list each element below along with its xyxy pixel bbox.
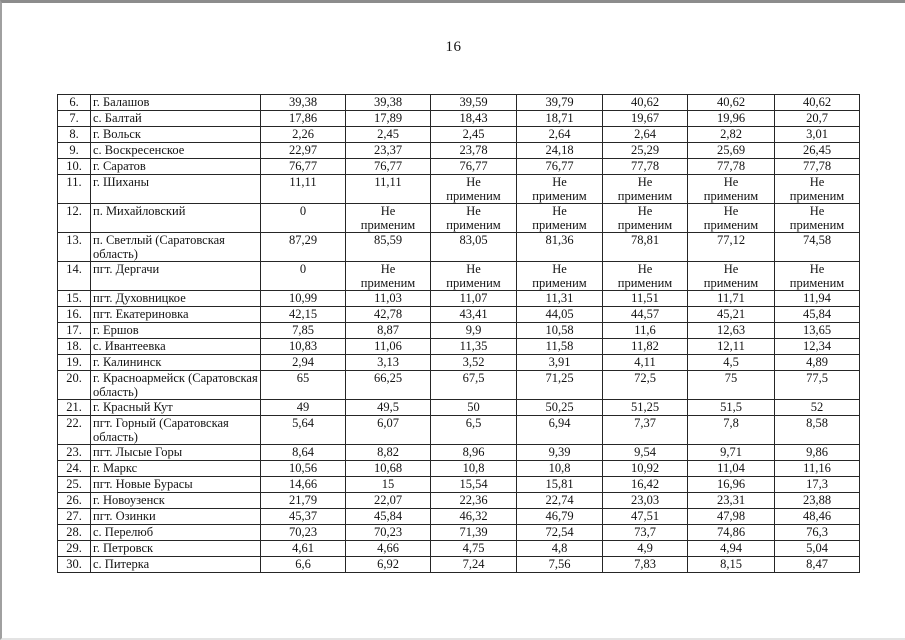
value-cell: 10,99 [261,291,346,307]
place-name-cell: г. Маркс [91,461,261,477]
value-cell: 72,54 [517,525,603,541]
value-cell: 42,15 [261,307,346,323]
value-cell: 16,96 [688,477,775,493]
value-cell: 48,46 [775,509,860,525]
value-cell: 2,64 [603,127,688,143]
value-cell: 15,54 [431,477,517,493]
value-cell: 77,78 [775,159,860,175]
place-name-cell: пгт. Озинки [91,509,261,525]
value-cell: 0 [261,262,346,291]
page-number: 16 [445,39,462,55]
place-name-cell: г. Вольск [91,127,261,143]
value-cell: 77,78 [603,159,688,175]
value-cell: 71,39 [431,525,517,541]
value-cell: 46,32 [431,509,517,525]
value-cell: 87,29 [261,233,346,262]
value-cell: 76,77 [346,159,431,175]
value-cell: 19,96 [688,111,775,127]
table-row [58,95,860,111]
value-cell: 3,91 [517,355,603,371]
value-cell: 66,25 [346,371,431,400]
value-cell: 11,94 [775,291,860,307]
value-cell: 11,58 [517,339,603,355]
value-cell: 7,85 [261,323,346,339]
value-cell: 73,7 [603,525,688,541]
row-number-cell: 28. [58,525,91,541]
value-cell: Не применим [688,175,775,204]
value-cell: Не применим [346,262,431,291]
place-name-cell: пгт. Горный (Саратовская область) [91,416,261,445]
table-row [58,291,860,307]
value-cell: 26,45 [775,143,860,159]
value-cell: 2,26 [261,127,346,143]
value-cell: 7,8 [688,416,775,445]
value-cell: 25,29 [603,143,688,159]
value-cell: 77,78 [688,159,775,175]
value-cell: 18,43 [431,111,517,127]
place-name-cell: г. Петровск [91,541,261,557]
table-row [58,416,860,445]
value-cell: 47,51 [603,509,688,525]
value-cell: 40,62 [603,95,688,111]
value-cell: 10,58 [517,323,603,339]
value-cell: 11,71 [688,291,775,307]
value-cell: Не применим [775,262,860,291]
value-cell: 18,71 [517,111,603,127]
value-cell: 74,86 [688,525,775,541]
place-name-cell: г. Саратов [91,159,261,175]
value-cell: Не применим [688,204,775,233]
row-number-cell: 15. [58,291,91,307]
table-row [58,541,860,557]
place-name-cell: с. Балтай [91,111,261,127]
value-cell: 11,51 [603,291,688,307]
place-name-cell: пгт. Лысые Горы [91,445,261,461]
row-number-cell: 16. [58,307,91,323]
value-cell: Не применим [346,204,431,233]
value-cell: 49,5 [346,400,431,416]
value-cell: 6,92 [346,557,431,573]
value-cell: 39,38 [261,95,346,111]
value-cell: Не применим [603,175,688,204]
value-cell: 7,37 [603,416,688,445]
value-cell: Не применим [517,262,603,291]
value-cell: 45,84 [775,307,860,323]
row-number-cell: 9. [58,143,91,159]
value-cell: 9,86 [775,445,860,461]
row-number-cell: 22. [58,416,91,445]
value-cell: 65 [261,371,346,400]
row-number-cell: 18. [58,339,91,355]
value-cell: 83,05 [431,233,517,262]
place-name-cell: пгт. Духовницкое [91,291,261,307]
value-cell: 43,41 [431,307,517,323]
value-cell: 44,05 [517,307,603,323]
value-cell: 19,67 [603,111,688,127]
value-cell: 12,63 [688,323,775,339]
value-cell: 4,66 [346,541,431,557]
row-number-cell: 11. [58,175,91,204]
value-cell: 17,3 [775,477,860,493]
value-cell: Не применим [688,262,775,291]
value-cell: 2,45 [431,127,517,143]
value-cell: 52 [775,400,860,416]
value-cell: 17,86 [261,111,346,127]
value-cell: 9,54 [603,445,688,461]
value-cell: 76,77 [261,159,346,175]
value-cell: 11,03 [346,291,431,307]
value-cell: 24,18 [517,143,603,159]
value-cell: 12,34 [775,339,860,355]
value-cell: 2,64 [517,127,603,143]
value-cell: Не применим [603,204,688,233]
value-cell: 11,82 [603,339,688,355]
value-cell: 9,39 [517,445,603,461]
value-cell: 8,87 [346,323,431,339]
value-cell: 39,59 [431,95,517,111]
table-row [58,557,860,573]
table-row [58,339,860,355]
value-cell: 5,04 [775,541,860,557]
value-cell: 11,11 [261,175,346,204]
value-cell: 8,96 [431,445,517,461]
value-cell: 78,81 [603,233,688,262]
value-cell: 76,77 [517,159,603,175]
value-cell: 11,06 [346,339,431,355]
value-cell: 3,52 [431,355,517,371]
value-cell: 45,21 [688,307,775,323]
row-number-cell: 6. [58,95,91,111]
row-number-cell: 23. [58,445,91,461]
value-cell: 9,9 [431,323,517,339]
table-row [58,445,860,461]
place-name-cell: пгт. Новые Бурасы [91,477,261,493]
value-cell: 11,04 [688,461,775,477]
table-row [58,525,860,541]
value-cell: 3,01 [775,127,860,143]
value-cell: 8,64 [261,445,346,461]
value-cell: 76,77 [431,159,517,175]
value-cell: 4,89 [775,355,860,371]
value-cell: 4,75 [431,541,517,557]
row-number-cell: 24. [58,461,91,477]
place-name-cell: г. Новоузенск [91,493,261,509]
value-cell: 51,5 [688,400,775,416]
value-cell: Не применим [517,175,603,204]
value-cell: 70,23 [261,525,346,541]
value-cell: 85,59 [346,233,431,262]
settlements-values-table [57,94,860,573]
table-row [58,355,860,371]
value-cell: 49 [261,400,346,416]
place-name-cell: г. Балашов [91,95,261,111]
value-cell: 50 [431,400,517,416]
value-cell: 51,25 [603,400,688,416]
value-cell: 11,31 [517,291,603,307]
table-row [58,143,860,159]
value-cell: 8,82 [346,445,431,461]
value-cell: 45,37 [261,509,346,525]
value-cell: 42,78 [346,307,431,323]
value-cell: 4,8 [517,541,603,557]
value-cell: 8,47 [775,557,860,573]
table-row [58,307,860,323]
value-cell: Не применим [517,204,603,233]
value-cell: 5,64 [261,416,346,445]
value-cell: 11,35 [431,339,517,355]
value-cell: 23,31 [688,493,775,509]
place-name-cell: г. Шиханы [91,175,261,204]
value-cell: 40,62 [688,95,775,111]
row-number-cell: 14. [58,262,91,291]
row-number-cell: 13. [58,233,91,262]
value-cell: 2,45 [346,127,431,143]
table-row [58,461,860,477]
value-cell: 8,15 [688,557,775,573]
value-cell: 16,42 [603,477,688,493]
place-name-cell: с. Перелюб [91,525,261,541]
value-cell: Не применим [431,204,517,233]
row-number-cell: 12. [58,204,91,233]
value-cell: 17,89 [346,111,431,127]
table-row [58,477,860,493]
place-name-cell: пгт. Дергачи [91,262,261,291]
place-name-cell: пгт. Екатериновка [91,307,261,323]
table-row [58,111,860,127]
place-name-cell: с. Воскресенское [91,143,261,159]
value-cell: 40,62 [775,95,860,111]
value-cell: 12,11 [688,339,775,355]
value-cell: 76,3 [775,525,860,541]
value-cell: Не применим [431,175,517,204]
place-name-cell: г. Ершов [91,323,261,339]
place-name-cell: г. Красноармейск (Саратовская область) [91,371,261,400]
value-cell: 23,78 [431,143,517,159]
value-cell: 4,11 [603,355,688,371]
place-name-cell: с. Ивантеевка [91,339,261,355]
value-cell: 13,65 [775,323,860,339]
value-cell: 10,8 [431,461,517,477]
value-cell: 72,5 [603,371,688,400]
table-row [58,204,860,233]
table-row [58,493,860,509]
row-number-cell: 21. [58,400,91,416]
value-cell: 25,69 [688,143,775,159]
row-number-cell: 26. [58,493,91,509]
value-cell: 20,7 [775,111,860,127]
value-cell: 81,36 [517,233,603,262]
row-number-cell: 30. [58,557,91,573]
value-cell: Не применим [431,262,517,291]
value-cell: 11,6 [603,323,688,339]
value-cell: 50,25 [517,400,603,416]
place-name-cell: п. Михайловский [91,204,261,233]
value-cell: 11,11 [346,175,431,204]
value-cell: 77,12 [688,233,775,262]
table-row [58,262,860,291]
value-cell: 8,58 [775,416,860,445]
row-number-cell: 27. [58,509,91,525]
value-cell: 4,94 [688,541,775,557]
value-cell: 6,94 [517,416,603,445]
value-cell: 23,88 [775,493,860,509]
value-cell: 22,07 [346,493,431,509]
value-cell: Не применим [775,175,860,204]
place-name-cell: г. Красный Кут [91,400,261,416]
value-cell: 10,68 [346,461,431,477]
value-cell: 10,8 [517,461,603,477]
value-cell: 11,16 [775,461,860,477]
table-row [58,159,860,175]
value-cell: 10,56 [261,461,346,477]
row-number-cell: 17. [58,323,91,339]
value-cell: 10,83 [261,339,346,355]
value-cell: 22,36 [431,493,517,509]
row-number-cell: 29. [58,541,91,557]
value-cell: 6,6 [261,557,346,573]
table-row [58,400,860,416]
table-row [58,509,860,525]
value-cell: 14,66 [261,477,346,493]
value-cell: Не применим [603,262,688,291]
value-cell: 10,92 [603,461,688,477]
row-number-cell: 7. [58,111,91,127]
value-cell: 22,74 [517,493,603,509]
row-number-cell: 25. [58,477,91,493]
value-cell: 21,79 [261,493,346,509]
row-number-cell: 19. [58,355,91,371]
value-cell: 3,13 [346,355,431,371]
value-cell: 0 [261,204,346,233]
table-body [58,95,860,573]
row-number-cell: 20. [58,371,91,400]
value-cell: 23,37 [346,143,431,159]
value-cell: 67,5 [431,371,517,400]
value-cell: 45,84 [346,509,431,525]
value-cell: 2,94 [261,355,346,371]
value-cell: 7,83 [603,557,688,573]
value-cell: 4,9 [603,541,688,557]
value-cell: 46,79 [517,509,603,525]
value-cell: 7,24 [431,557,517,573]
table-row [58,127,860,143]
value-cell: 9,71 [688,445,775,461]
value-cell: 39,38 [346,95,431,111]
value-cell: 71,25 [517,371,603,400]
row-number-cell: 8. [58,127,91,143]
value-cell: 2,82 [688,127,775,143]
value-cell: 22,97 [261,143,346,159]
place-name-cell: г. Калининск [91,355,261,371]
table-row [58,371,860,400]
row-number-cell: 10. [58,159,91,175]
value-cell: 74,58 [775,233,860,262]
value-cell: 4,61 [261,541,346,557]
value-cell: 70,23 [346,525,431,541]
value-cell: 6,5 [431,416,517,445]
value-cell: 75 [688,371,775,400]
value-cell: 6,07 [346,416,431,445]
value-cell: 7,56 [517,557,603,573]
table-row [58,175,860,204]
table-row [58,233,860,262]
value-cell: 77,5 [775,371,860,400]
value-cell: 39,79 [517,95,603,111]
value-cell: 15 [346,477,431,493]
place-name-cell: п. Светлый (Саратовская область) [91,233,261,262]
table-row [58,323,860,339]
value-cell: 11,07 [431,291,517,307]
value-cell: 47,98 [688,509,775,525]
value-cell: 15,81 [517,477,603,493]
value-cell: 23,03 [603,493,688,509]
value-cell: 4,5 [688,355,775,371]
place-name-cell: с. Питерка [91,557,261,573]
value-cell: 44,57 [603,307,688,323]
value-cell: Не применим [775,204,860,233]
